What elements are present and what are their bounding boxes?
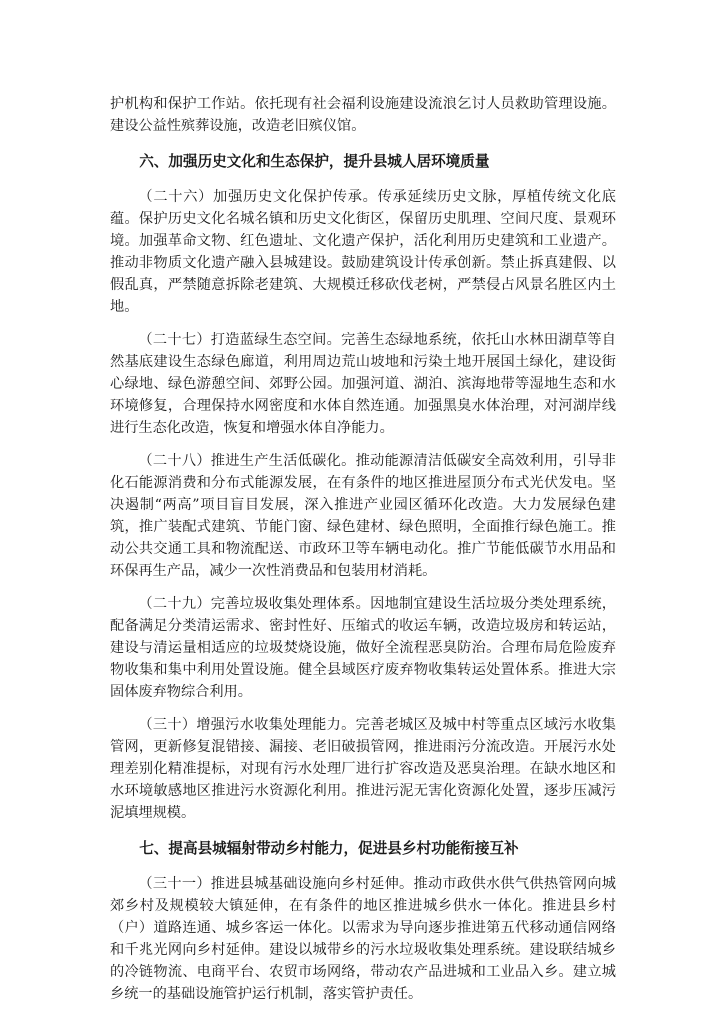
paragraph-27: （二十七）打造蓝绿生态空间。完善生态绿地系统，依托山水林田湖草等自然基底建设生态绿色廊道，利用周边荒山坡地和污染土地开展国土绿化，建设街心绿地、绿色游憩空间、郊野公园。加强河道、湖泊、滨海地带等湿地生态和水环境修复，合理保持水网密度和水体自然连通。加强黑臭水体治理，对河湖岸线进行生态化改造，恢复和增强水体自净能力。: [110, 332, 616, 436]
paragraph-30: （三十）增强污水收集处理能力。完善老城区及城中村等重点区域污水收集管网，更新修复混错接、漏接、老旧破损管网，推进雨污分流改造。开展污水处理差别化精准提标，对现有污水处理厂进行扩容改造及恶臭治理。在缺水地区和水环境敏感地区推进污水资源化利用。推进污泥无害化资源化处置，逐步压减污泥填埋规模。: [110, 717, 616, 821]
paragraph-26: （二十六）加强历史文化保护传承。传承延续历史文脉，厚植传统文化底蕴。保护历史文化名城名镇和历史文化街区，保留历史肌理、空间尺度、景观环境。加强革命文物、红色遗址、文化遗产保护，活化利用历史建筑和工业遗产。推动非物质文化遗产融入县城建设。鼓励建筑设计传承创新。禁止拆真建假、以假乱真，严禁随意拆除老建筑、大规模迁移砍伐老树，严禁侵占风景名胜区内土地。: [110, 189, 616, 315]
continuation-paragraph: 护机构和保护工作站。依托现有社会福利设施建设流浪乞讨人员救助管理设施。建设公益性殡葬设施，改造老旧殡仪馆。: [110, 96, 616, 134]
document-page: [110, 93, 616, 1016]
section-heading-7: 七、提高县城辐射带动乡村能力，促进县乡村功能衔接互补: [139, 840, 519, 857]
paragraph-31: （三十一）推进县城基础设施向乡村延伸。推动市政供水供气供热管网向城郊乡村及规模较大镇延伸，在有条件的地区推进城乡供水一体化。推进县乡村（户）道路连通、城乡客运一体化。以需求为导向逐步推进第五代移动通信网络和千兆光网向乡村延伸。建设以城带乡的污水垃圾收集处理系统。建设联结城乡的冷链物流、电商平台、农贸市场网络，带动农产品进城和工业品入乡。建立城乡统一的基础设施管护运行机制，落实管护责任。: [110, 876, 616, 1002]
section-heading-6: 六、加强历史文化和生态保护，提升县城人居环境质量: [139, 153, 490, 170]
paragraph-29: （二十九）完善垃圾收集处理体系。因地制宜建设生活垃圾分类处理系统，配备满足分类清运需求、密封性好、压缩式的收运车辆，改造垃圾房和转运站，建设与清运量相适应的垃圾焚烧设施，做好全流程恶臭防治。合理布局危险废弃物收集和集中利用处置设施。健全县域医疗废弃物收集转运处置体系。推进大宗固体废弃物综合利用。: [110, 596, 616, 700]
paragraph-28: （二十八）推进生产生活低碳化。推动能源清洁低碳安全高效利用，引导非化石能源消费和分布式能源发展，在有条件的地区推进屋顶分布式光伏发电。坚决遏制“两高”项目盲目发展，深入推进产业园区循环化改造。大力发展绿色建筑，推广装配式建筑、节能门窗、绿色建材、绿色照明，全面推行绿色施工。推动公共交通工具和物流配送、市政环卫等车辆电动化。推广节能低碳节水用品和环保再生产品，减少一次性消费品和包装用材消耗。: [110, 453, 616, 579]
